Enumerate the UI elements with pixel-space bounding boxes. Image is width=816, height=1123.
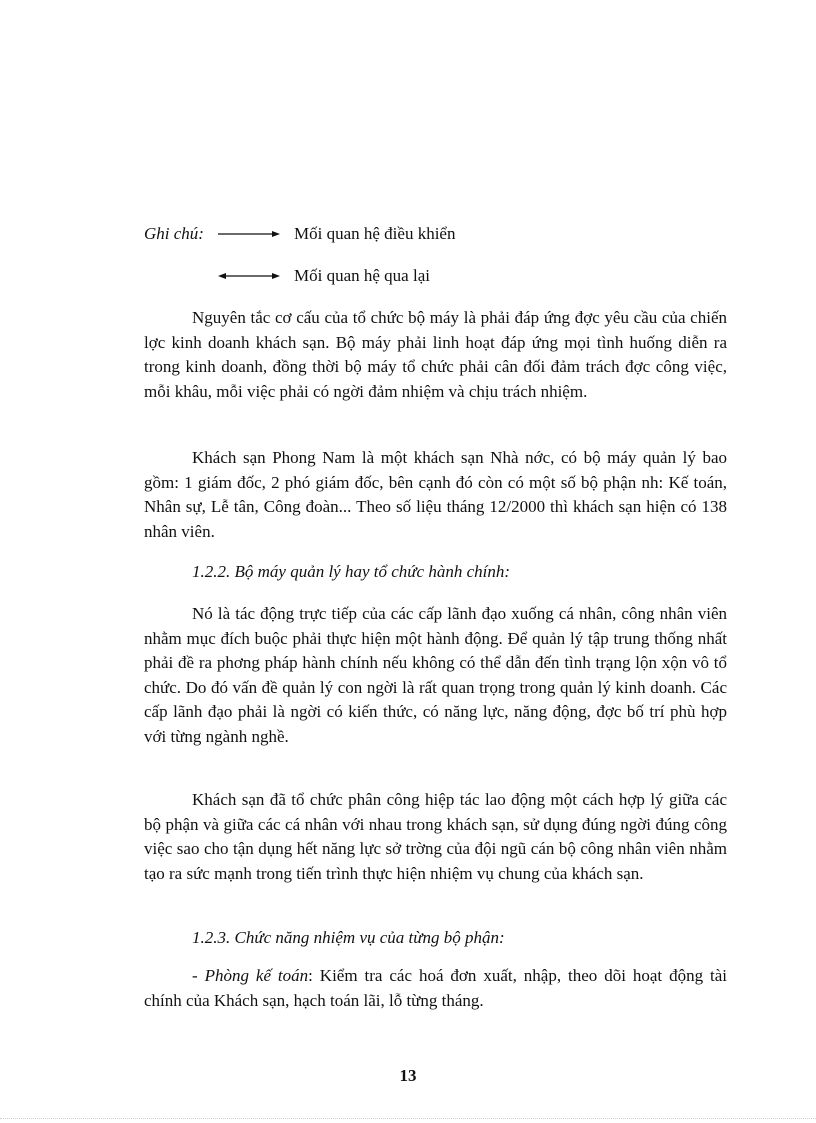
legend-text-control: Mối quan hệ điều khiển [294, 224, 456, 243]
item-text: : Kiểm tra các hoá đơn xuất, nhập, theo dõi hoạt động tài chính của Khách sạn, hạch toán lãi, lỗ từng tháng. [144, 966, 727, 1010]
item-label: - Phòng kế toán [192, 966, 309, 985]
paragraph-structure-principle: Nguyên tắc cơ cấu của tổ chức bộ máy là phải đáp ứng đợc yêu cầu của chiến lợc kinh doanh khách sạn. Bộ máy phải linh hoạt đáp ứng mọi tình huống diễn ra trong kinh doanh, đồng thời bộ máy tổ chức phải cân đối đảm trách đợc công việc, mỗi khâu, mỗi việc phải có ngời đảm nhiệm và chịu trách nhiệm. [144, 308, 727, 401]
legend-row-control [144, 222, 455, 246]
legend-label: Ghi chú: [144, 224, 204, 243]
section-heading-1-2-2: 1.2.2. Bộ máy quản lý hay tổ chức hành chính: [192, 562, 511, 581]
two-way-arrow-icon [218, 271, 280, 281]
legend-row-mutual [144, 264, 430, 288]
item-accounting-department [144, 964, 727, 1013]
one-way-arrow-icon [218, 229, 280, 239]
section-heading-1-2-3: 1.2.3. Chức năng nhiệm vụ của từng bộ phận: [192, 928, 505, 947]
page-bottom-rule [0, 1118, 816, 1119]
legend-text-mutual: Mối quan hệ qua lại [294, 266, 430, 285]
paragraph-labor-organization: Khách sạn đã tổ chức phân công hiệp tác lao động một cách hợp lý giữa các bộ phận và giữa các cá nhân với nhau trong khách sạn, sử dụng đúng ngời đúng công việc sao cho tận dụng hết năng lực sở trờng của đội ngũ cán bộ công nhân viên nhằm tạo ra sức mạnh trong tiến trình thực hiện nhiệm vụ chung của khách sạn. [144, 790, 727, 883]
paragraph-hotel-overview: Khách sạn Phong Nam là một khách sạn Nhà nớc, có bộ máy quản lý bao gồm: 1 giám đốc, 2 phó giám đốc, bên cạnh đó còn có một số bộ phận nh: Kế toán, Nhân sự, Lễ tân, Công đoàn... Theo số liệu tháng 12/2000 thì khách sạn hiện có 138 nhân viên. [144, 448, 727, 541]
page-number: 13 [399, 1066, 417, 1085]
paragraph-administration: Nó là tác động trực tiếp của các cấp lãnh đạo xuống cá nhân, công nhân viên nhằm mục đích buộc phải thực hiện một hành động. Để quản lý tập trung thống nhất phải đề ra phơng pháp hành chính nếu không có thể dẫn đến tình trạng lộn xộn vô tổ chức. Do đó vấn đề quản lý con ngời là rất quan trọng trong quản lý kinh doanh. Các cấp lãnh đạo phải là ngời có kiến thức, có năng lực, năng động, đợc bố trí phù hợp với từng ngành nghề. [144, 604, 727, 746]
